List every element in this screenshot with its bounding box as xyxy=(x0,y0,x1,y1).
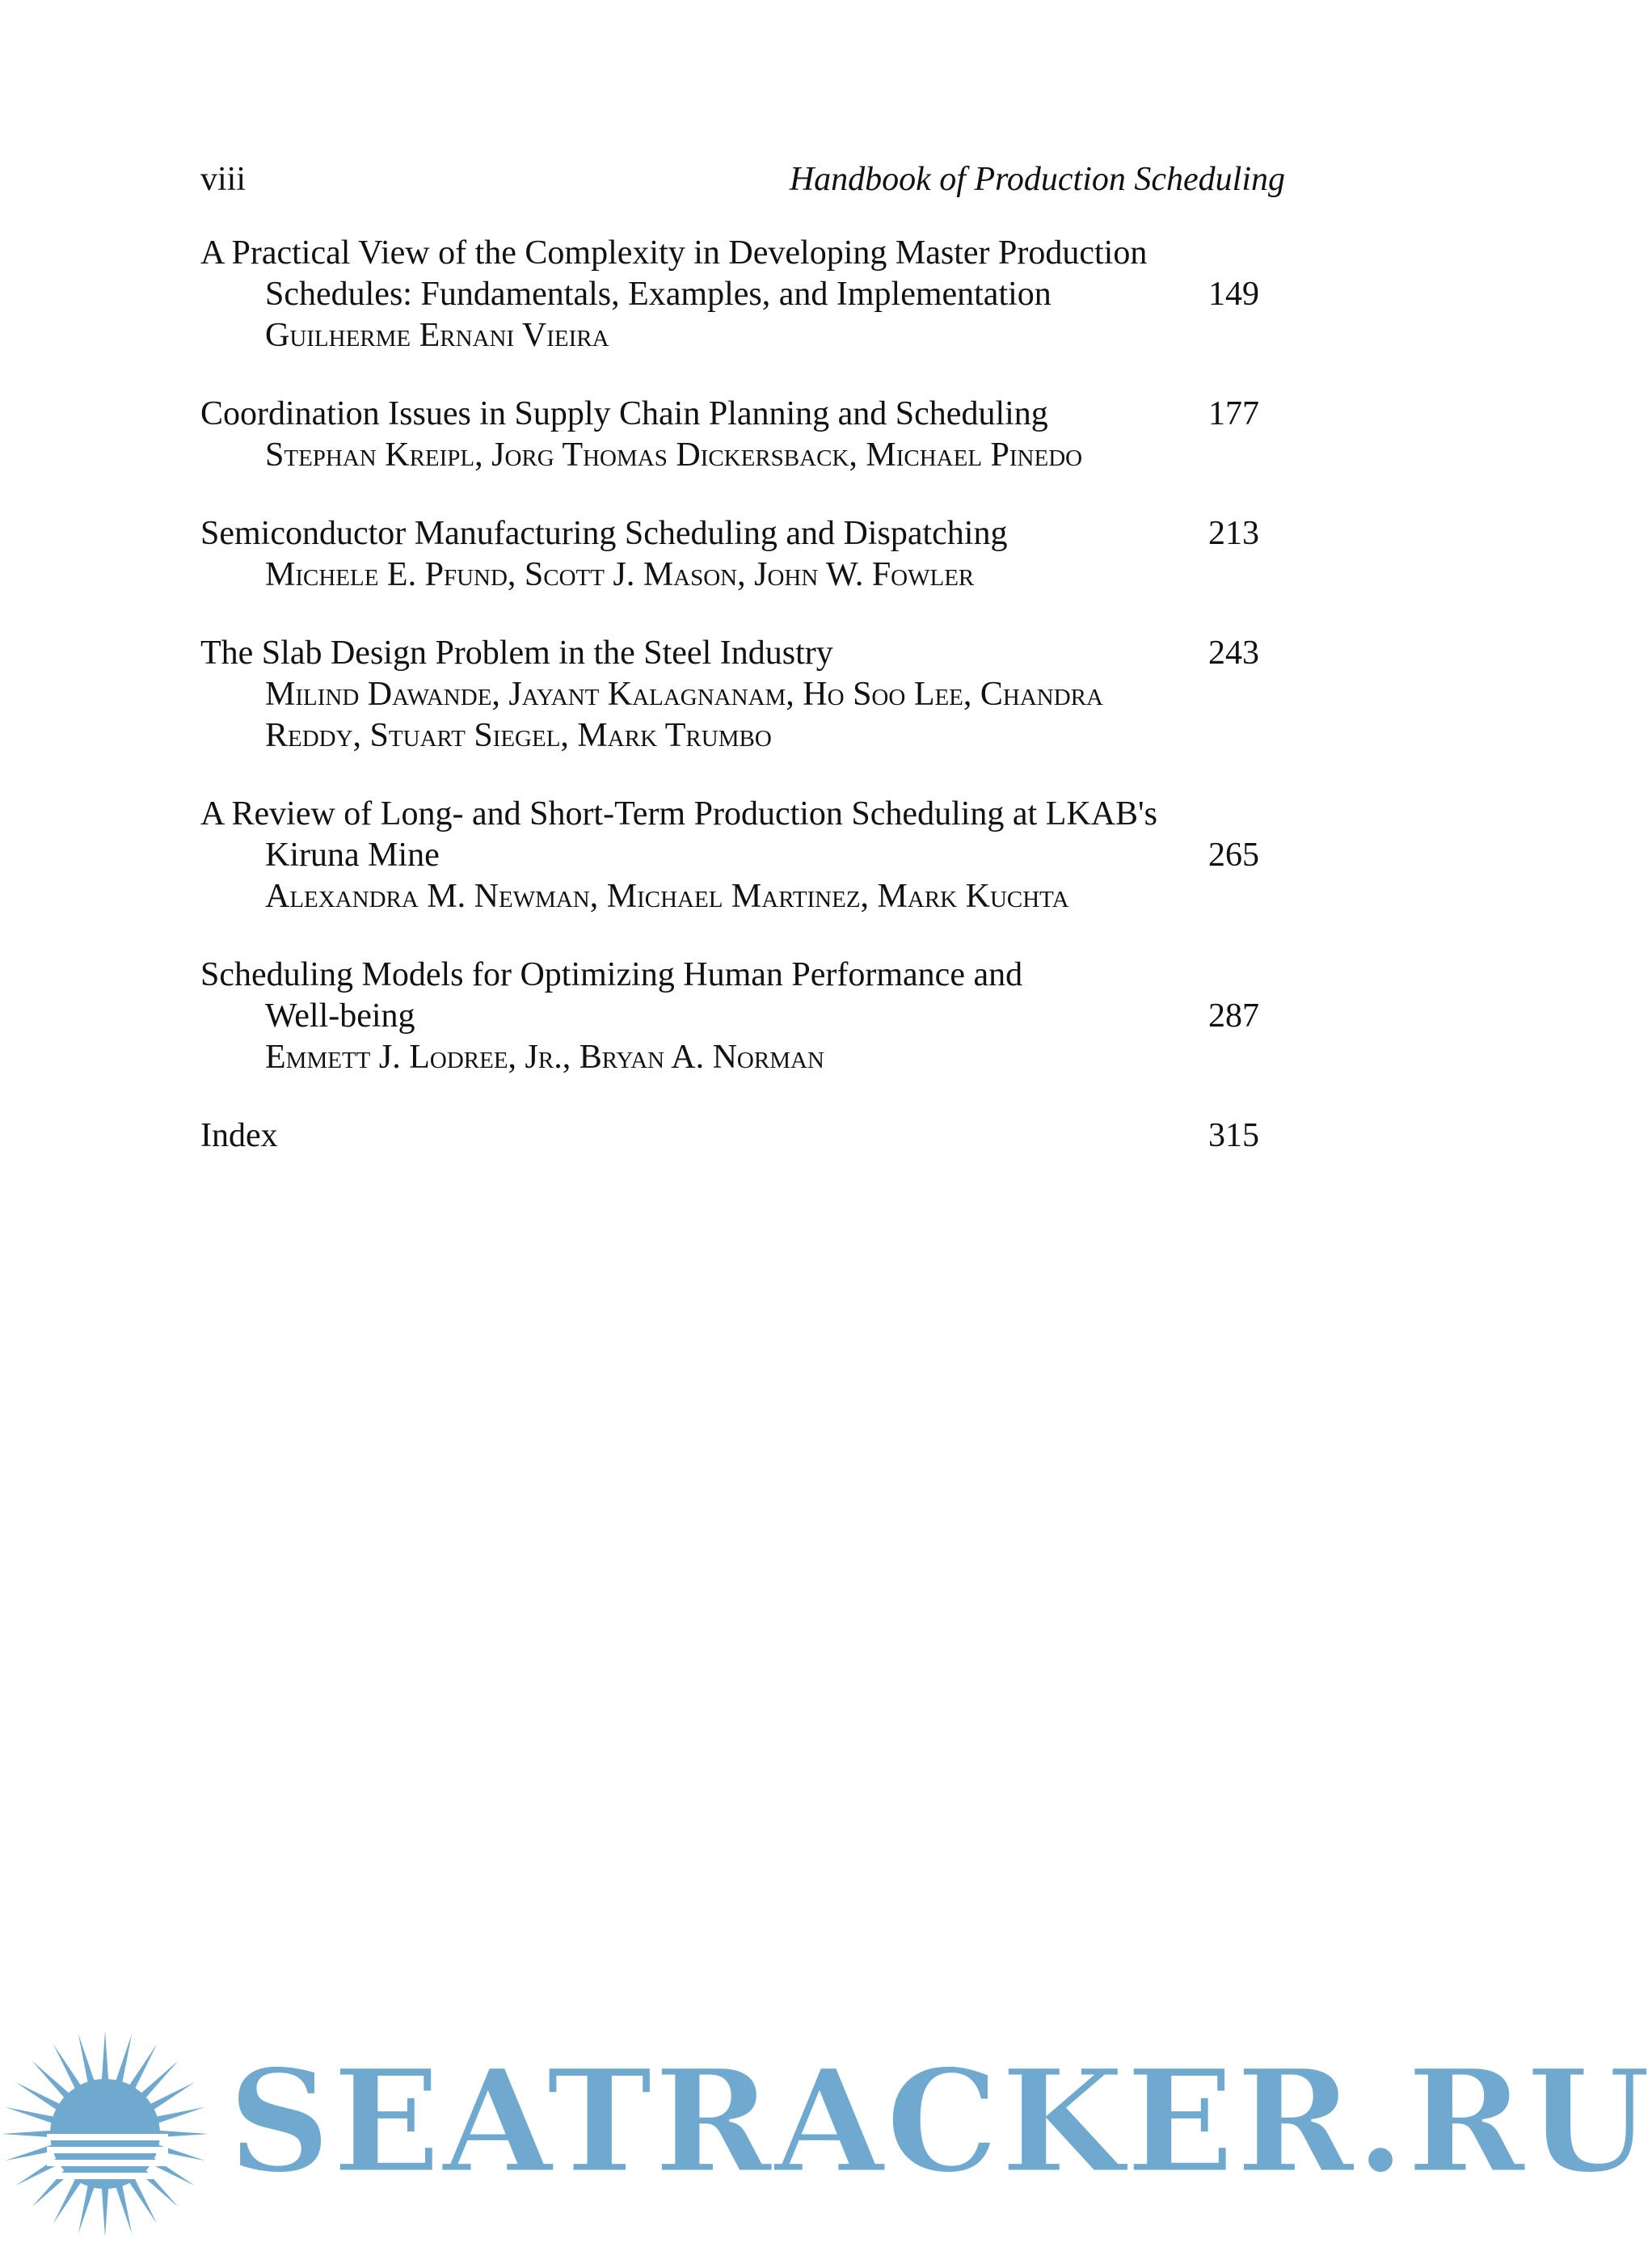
toc-entry-title-text: Semiconductor Manufacturing Scheduling and Dispatching xyxy=(200,515,1008,552)
sun-ray xyxy=(5,2107,57,2124)
watermark xyxy=(0,2013,1652,2243)
sun-ray xyxy=(78,2034,95,2086)
toc-entry-title-line xyxy=(200,394,1285,435)
sun-ray xyxy=(115,2034,132,2086)
toc-entry-title-text: Well-being xyxy=(265,997,415,1035)
toc-entry xyxy=(200,513,1285,596)
sun-ray xyxy=(102,2030,109,2084)
toc-entry-title-line xyxy=(200,633,1285,674)
toc-entry-title-text: Index xyxy=(200,1117,278,1154)
toc-entry-authors: Milind Dawande, Jayant Kalagnanam, Ho Soo Lee, Chandra xyxy=(265,676,1103,713)
toc-entry-title-text: The Slab Design Problem in the Steel Industry xyxy=(200,635,833,672)
sun-ray xyxy=(153,2107,205,2124)
sun-ray xyxy=(102,2184,109,2237)
table-of-contents xyxy=(200,233,1285,1157)
toc-page-number: 243 xyxy=(1208,635,1259,672)
toc-entry-authors: Reddy, Stuart Siegel, Mark Trumbo xyxy=(265,717,772,754)
page-folio: viii xyxy=(200,161,247,198)
toc-page-number: 213 xyxy=(1208,515,1259,552)
toc-entry-title-line xyxy=(200,835,1285,876)
toc-page-number: 315 xyxy=(1208,1117,1259,1154)
toc-entry xyxy=(200,794,1285,917)
toc-entry-title-text: Kiruna Mine xyxy=(265,837,440,874)
toc-entry xyxy=(200,955,1285,1078)
toc-entry-title-line: A Practical View of the Complexity in Developing Master Production xyxy=(200,234,1148,272)
toc-entry xyxy=(200,233,1285,356)
sun-ray xyxy=(115,2182,132,2234)
toc-entry-title-line: Scheduling Models for Optimizing Human Performance and xyxy=(200,956,1023,993)
sun-ray xyxy=(78,2182,95,2234)
toc-entry-title-line: A Review of Long- and Short-Term Production Scheduling at LKAB's xyxy=(200,795,1157,833)
running-head xyxy=(200,154,1285,205)
toc-page-number: 177 xyxy=(1208,395,1259,432)
toc-entry-authors: Stephan Kreipl, Jorg Thomas Dickersback, Michael Pinedo xyxy=(265,436,1083,474)
toc-entry xyxy=(200,1115,1285,1157)
toc-page-number: 149 xyxy=(1208,276,1259,313)
toc-entry-title-line xyxy=(200,274,1285,315)
toc-entry-authors: Alexandra M. Newman, Michael Martinez, Mark Kuchta xyxy=(265,878,1069,915)
toc-entry-authors: Guilherme Ernani Vieira xyxy=(265,317,609,354)
toc-entry-title-line xyxy=(200,513,1285,554)
toc-page-number: 265 xyxy=(1208,837,1259,874)
toc-entry xyxy=(200,633,1285,757)
toc-page-number: 287 xyxy=(1208,997,1259,1035)
toc-entry-title-text: Coordination Issues in Supply Chain Planning and Scheduling xyxy=(200,395,1048,432)
toc-entry xyxy=(200,394,1285,476)
sun-logo-icon xyxy=(0,2013,222,2243)
toc-entry-title-text: Schedules: Fundamentals, Examples, and Implementation xyxy=(265,276,1051,313)
book-title: Handbook of Production Scheduling xyxy=(789,161,1285,198)
toc-entry-authors: Emmett J. Lodree, Jr., Bryan A. Norman xyxy=(265,1039,824,1076)
toc-entry-title-line xyxy=(200,1115,1285,1157)
toc-entry-title-line xyxy=(200,996,1285,1037)
watermark-text: SEATRACKER.RU xyxy=(228,2038,1652,2205)
toc-entry-authors: Michele E. Pfund, Scott J. Mason, John W. Fowler xyxy=(265,556,975,593)
